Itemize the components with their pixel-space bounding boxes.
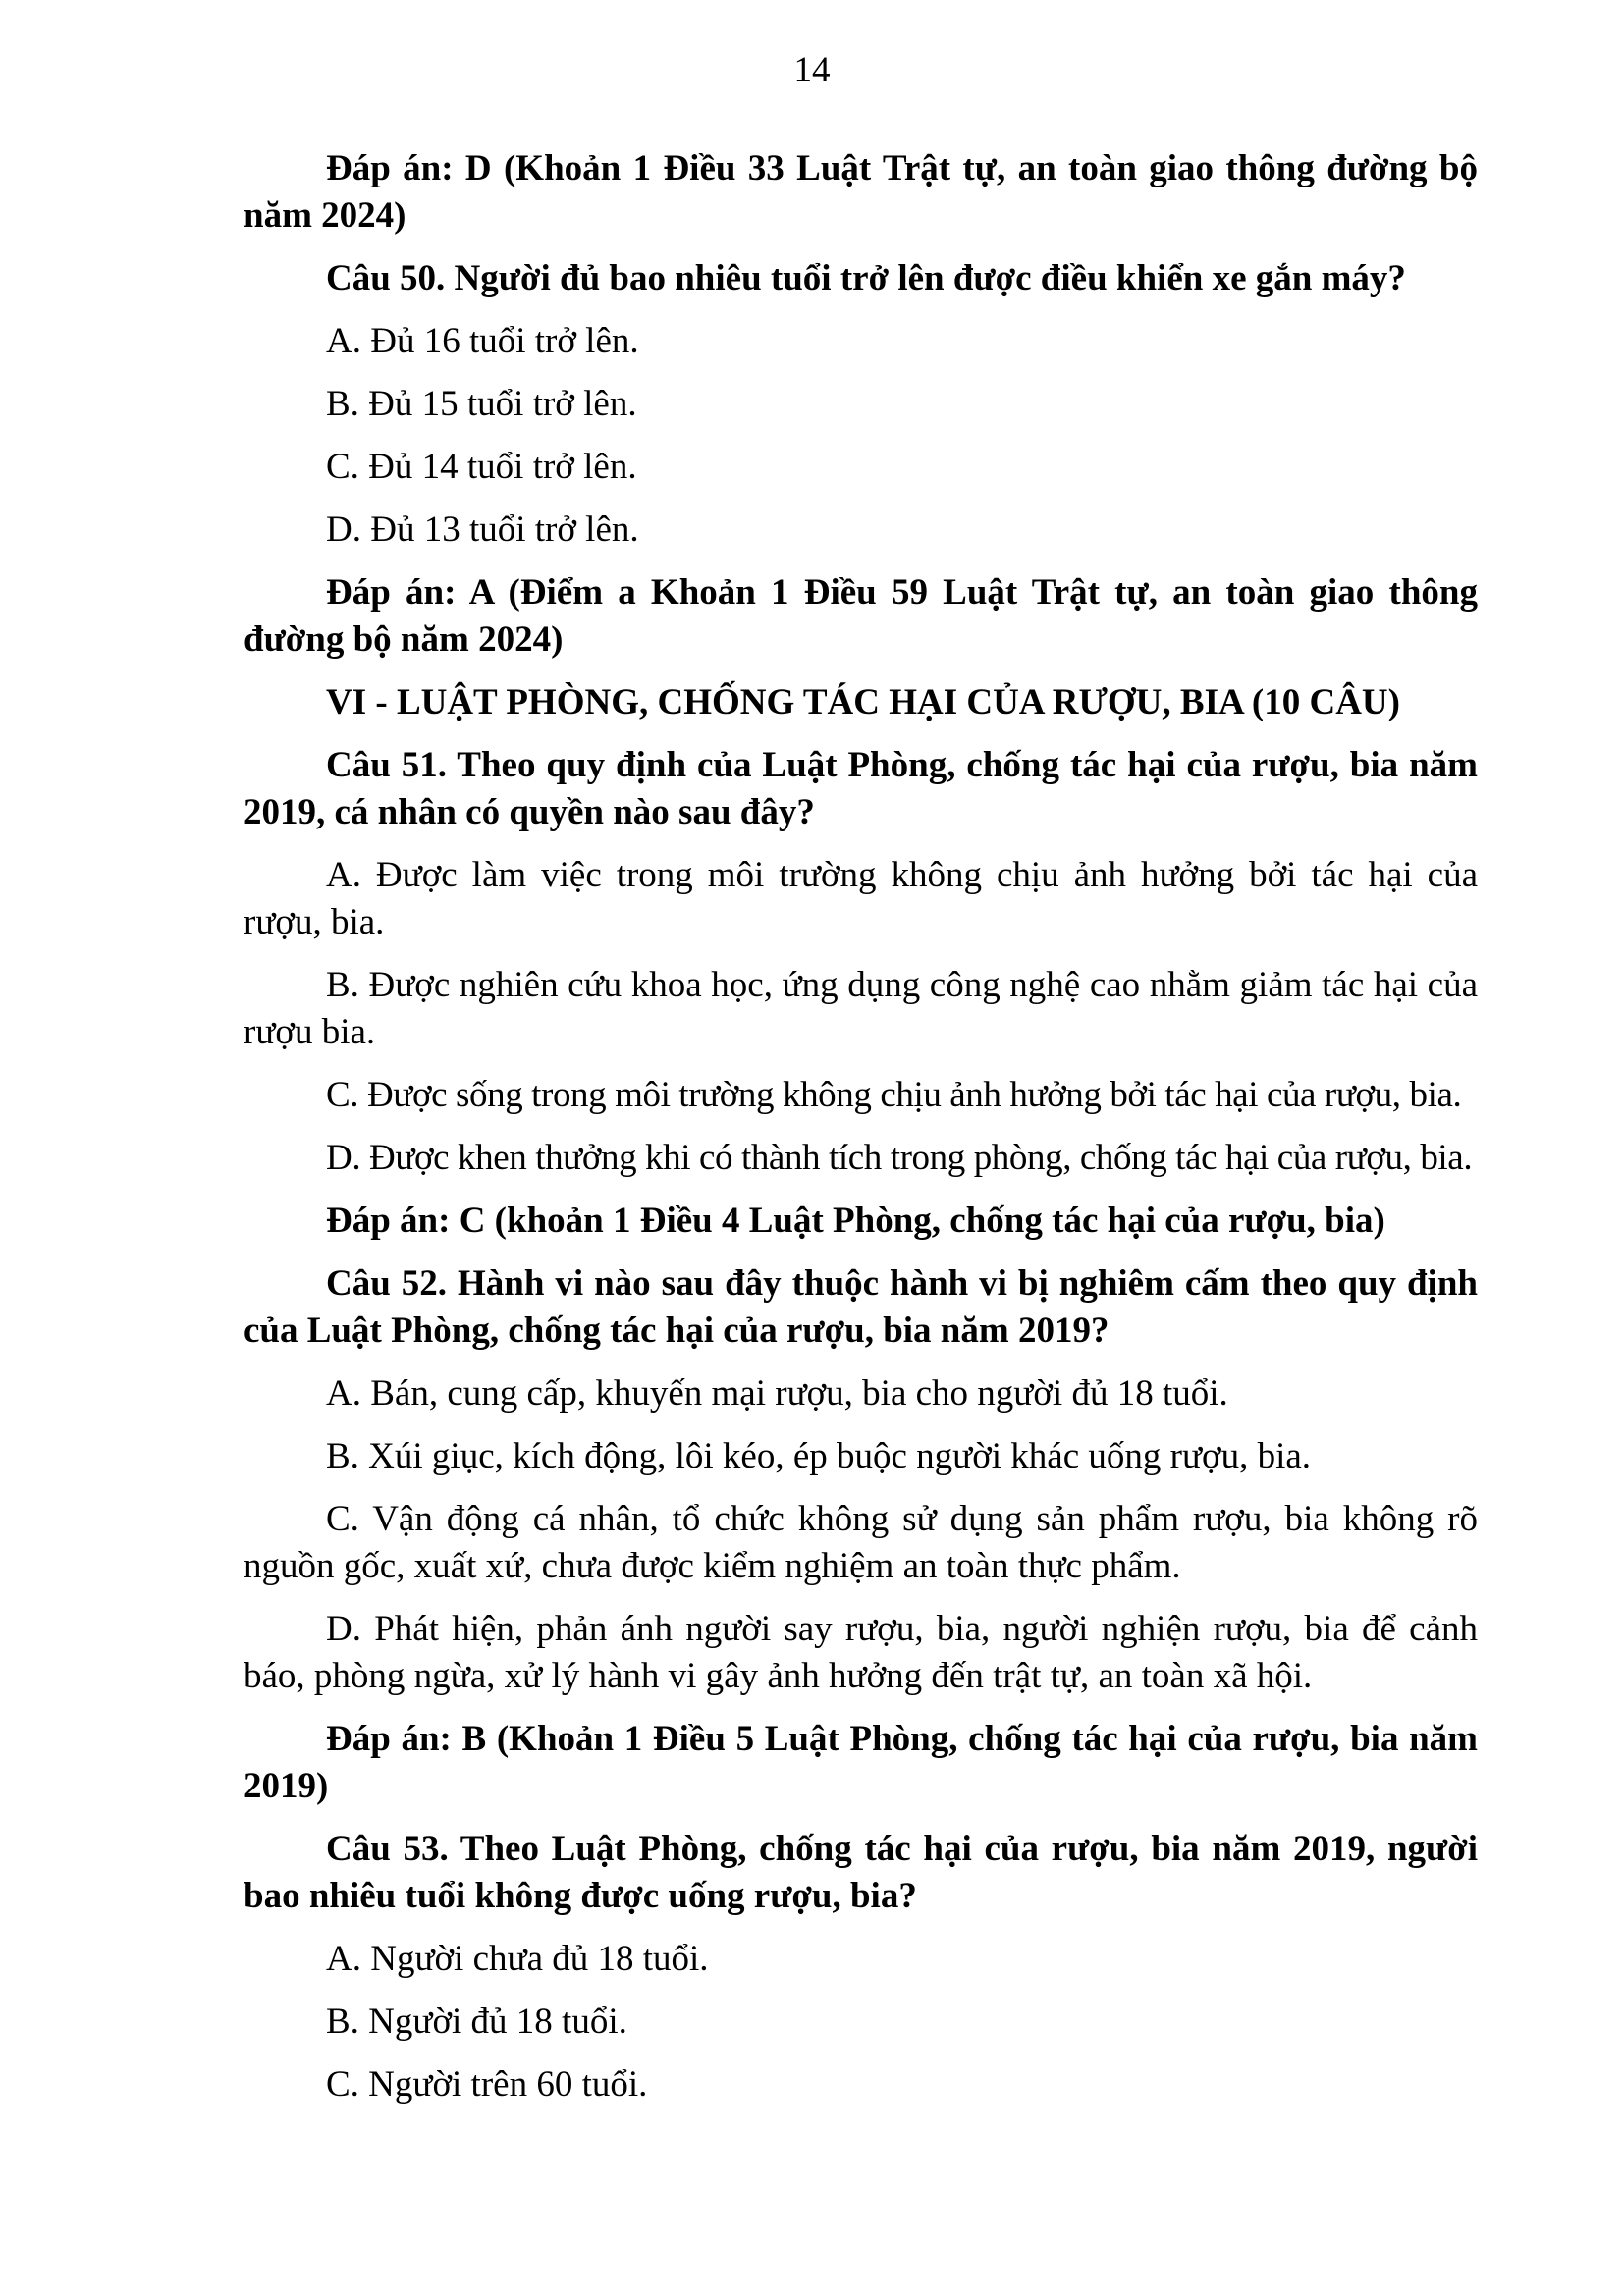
answer-q49: Đáp án: D (Khoản 1 Điều 33 Luật Trật tự, an toàn giao thông đường bộ năm 2024) (244, 148, 1478, 236)
section-heading: VI - LUẬT PHÒNG, CHỐNG TÁC HẠI CỦA RƯỢU, BIA (10 CÂU) (326, 682, 1400, 722)
question-50-option-d: D. Đủ 13 tuổi trở lên. (326, 509, 639, 550)
answer-q52: Đáp án: B (Khoản 1 Điều 5 Luật Phòng, chống tác hại của rượu, bia năm 2019) (244, 1719, 1478, 1806)
question-50-option-b: B. Đủ 15 tuổi trở lên. (326, 384, 637, 424)
question-53-option-a: A. Người chưa đủ 18 tuổi. (326, 1939, 709, 1979)
question-52-option-b: B. Xúi giục, kích động, lôi kéo, ép buộc người khác uống rượu, bia. (326, 1436, 1312, 1476)
answer-q50: Đáp án: A (Điểm a Khoản 1 Điều 59 Luật Trật tự, an toàn giao thông đường bộ năm 2024) (244, 572, 1478, 660)
question-51-option-d: D. Được khen thưởng khi có thành tích trong phòng, chống tác hại của rượu, bia. (326, 1138, 1473, 1178)
question-51: Câu 51. Theo quy định của Luật Phòng, chống tác hại của rượu, bia năm 2019, cá nhân có quyền nào sau đây? (244, 745, 1478, 832)
answer-q51: Đáp án: C (khoản 1 Điều 4 Luật Phòng, chống tác hại của rượu, bia) (326, 1201, 1385, 1241)
question-53-option-c: C. Người trên 60 tuổi. (326, 2064, 648, 2105)
question-52-option-c: C. Vận động cá nhân, tổ chức không sử dụng sản phẩm rượu, bia không rõ nguồn gốc, xuất xứ, chưa được kiểm nghiệm an toàn thực phẩm. (244, 1499, 1478, 1586)
question-51-option-b: B. Được nghiên cứu khoa học, ứng dụng công nghệ cao nhằm giảm tác hại của rượu bia. (244, 965, 1478, 1052)
question-51-option-a: A. Được làm việc trong môi trường không chịu ảnh hưởng bởi tác hại của rượu, bia. (244, 855, 1478, 942)
question-52-option-a: A. Bán, cung cấp, khuyến mại rượu, bia cho người đủ 18 tuổi. (326, 1373, 1228, 1414)
page-content (244, 145, 1478, 2124)
question-50: Câu 50. Người đủ bao nhiêu tuổi trở lên được điều khiển xe gắn máy? (326, 258, 1406, 298)
question-53: Câu 53. Theo Luật Phòng, chống tác hại của rượu, bia năm 2019, người bao nhiêu tuổi không được uống rượu, bia? (244, 1829, 1478, 1916)
question-52: Câu 52. Hành vi nào sau đây thuộc hành vi bị nghiêm cấm theo quy định của Luật Phòng, chống tác hại của rượu, bia năm 2019? (244, 1263, 1478, 1351)
question-53-option-b: B. Người đủ 18 tuổi. (326, 2002, 627, 2042)
page-number: 14 (793, 50, 831, 90)
question-50-option-c: C. Đủ 14 tuổi trở lên. (326, 447, 637, 487)
question-52-option-d: D. Phát hiện, phản ánh người say rượu, bia, người nghiện rượu, bia để cảnh báo, phòng ngừa, xử lý hành vi gây ảnh hưởng đến trật tự, an toàn xã hội. (244, 1609, 1478, 1696)
question-51-option-c: C. Được sống trong môi trường không chịu ảnh hưởng bởi tác hại của rượu, bia. (326, 1075, 1462, 1115)
question-50-option-a: A. Đủ 16 tuổi trở lên. (326, 321, 639, 361)
